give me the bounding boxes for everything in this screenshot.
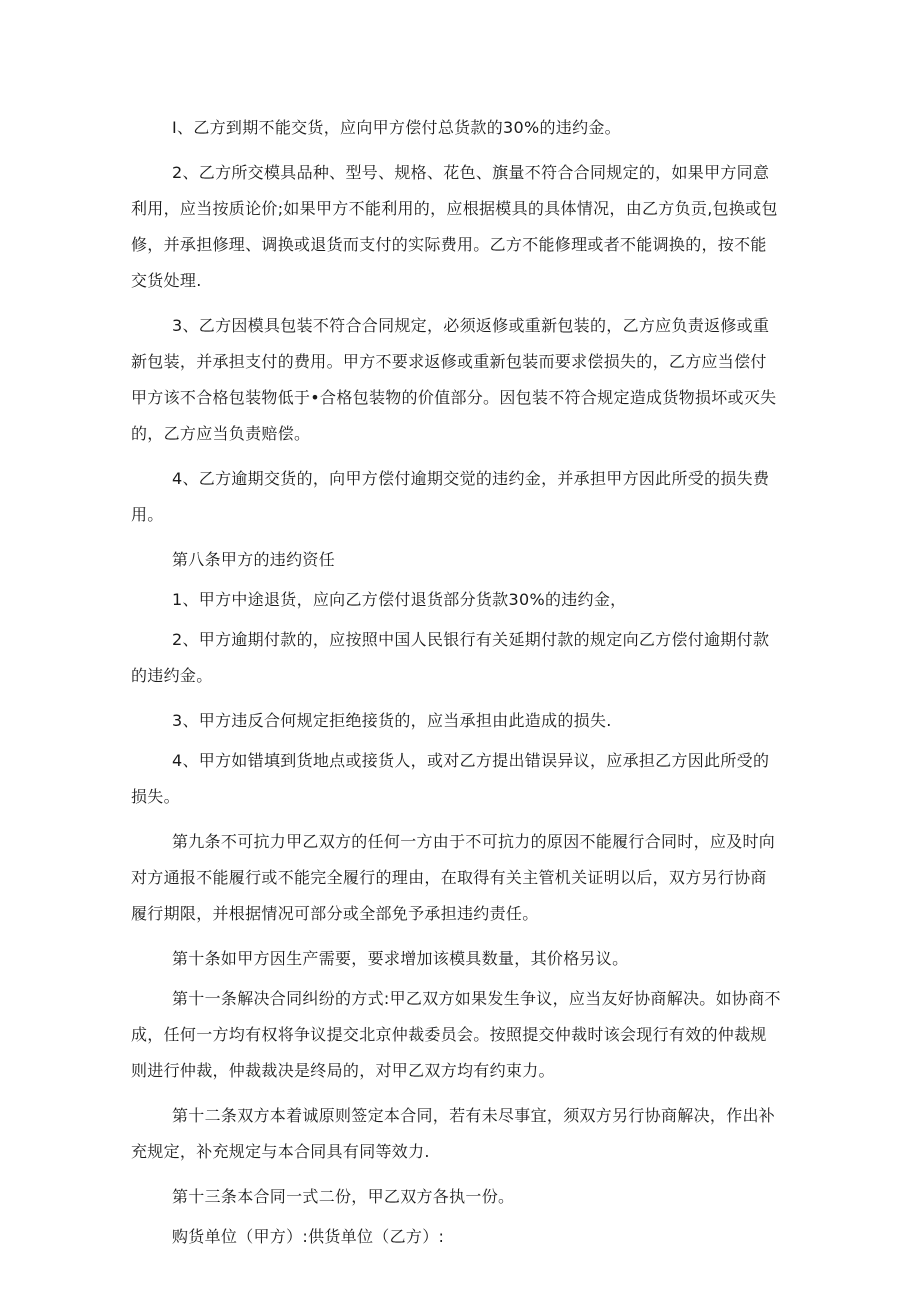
paragraph-seller-nondelivery: I、乙方到期不能交货，应向甲方偿付总货款的30%的违约金。 xyxy=(172,118,621,137)
contract-body xyxy=(131,110,781,1264)
article-10-quantity: 第十条如甲方因生产需要，要求增加该模具数量，其价格另议。 xyxy=(172,949,629,968)
signature-parties-line: 购货单位（甲方）:供货单位（乙方）: xyxy=(172,1227,445,1246)
paragraph-seller-spec-mismatch: 2、乙方所交模具品种、型号、规格、花色、旗量不符合合同规定的，如果甲方同意利用，应当按质论价;如果甲方不能利用的，应根据模具的具体情况，由乙方负贡,包换或包修，并承担修理、调换或退货而支付的实际费用。乙方不能修理或者不能调换的，按不能交货处理. xyxy=(131,163,778,290)
paragraph-buyer-refuse-goods: 3、甲方违反合何规定拒绝接货的，应当承担由此造成的损失. xyxy=(172,711,612,730)
article-13-copies: 第十三条本合同一式二份，甲乙双方各执一份。 xyxy=(172,1187,515,1206)
article-9-force-majeure: 第九条不可抗力甲乙双方的任何一方由于不可抗力的原因不能履行合同时，应及时向对方通报不能履行或不能完全履行的理由，在取得有关主管机关证明以后，双方另行协商履行期限，并根据情况可部分或全部免予承担违约责任。 xyxy=(131,832,776,923)
article-8-heading: 第八条甲方的违约资任 xyxy=(172,550,336,569)
paragraph-seller-packaging: 3、乙方因模具包装不符合合同规定，必须返修或重新包装的，乙方应负责返修或重新包装，并承担支付的费用。甲方不要求返修或重新包装而要求偿损失的，乙方应当偿付甲方该不合格包装物低于•合格包装物的价值部分。因包装不符合规定造成货物损坏或灭失的，乙方应当负责赔偿。 xyxy=(131,316,777,443)
paragraph-seller-late-delivery: 4、乙方逾期交货的，向甲方偿付逾期交觉的违约金，并承担甲方因此所受的损失费用。 xyxy=(131,469,770,524)
article-11-disputes: 第十一条解决合同纠纷的方式:甲乙双方如果发生争议，应当友好协商解决。如协商不成，任何一方均有权将争议提交北京仲裁委员会。按照提交仲裁时该会现行有效的仲裁规则进行仲裁，仲裁裁决是终局的，对甲乙双方均有约束力。 xyxy=(131,989,781,1080)
paragraph-buyer-late-payment: 2、甲方逾期付款的，应按照中国人民银行有关延期付款的规定向乙方偿付逾期付款的违约金。 xyxy=(131,630,770,685)
article-12-supplement: 第十二条双方本着诚原则签定本合同，若有未尽事宜，须双方另行协商解决，作出补充规定，补充规定与本合同具有同等效力. xyxy=(131,1106,776,1161)
paragraph-buyer-return: 1、甲方中途退货，应向乙方偿付退货部分货款30%的违约金， xyxy=(172,590,627,609)
paragraph-buyer-wrong-address: 4、甲方如错填到货地点或接货人，或对乙方提出错误异议，应承担乙方因此所受的损失。 xyxy=(131,751,770,806)
